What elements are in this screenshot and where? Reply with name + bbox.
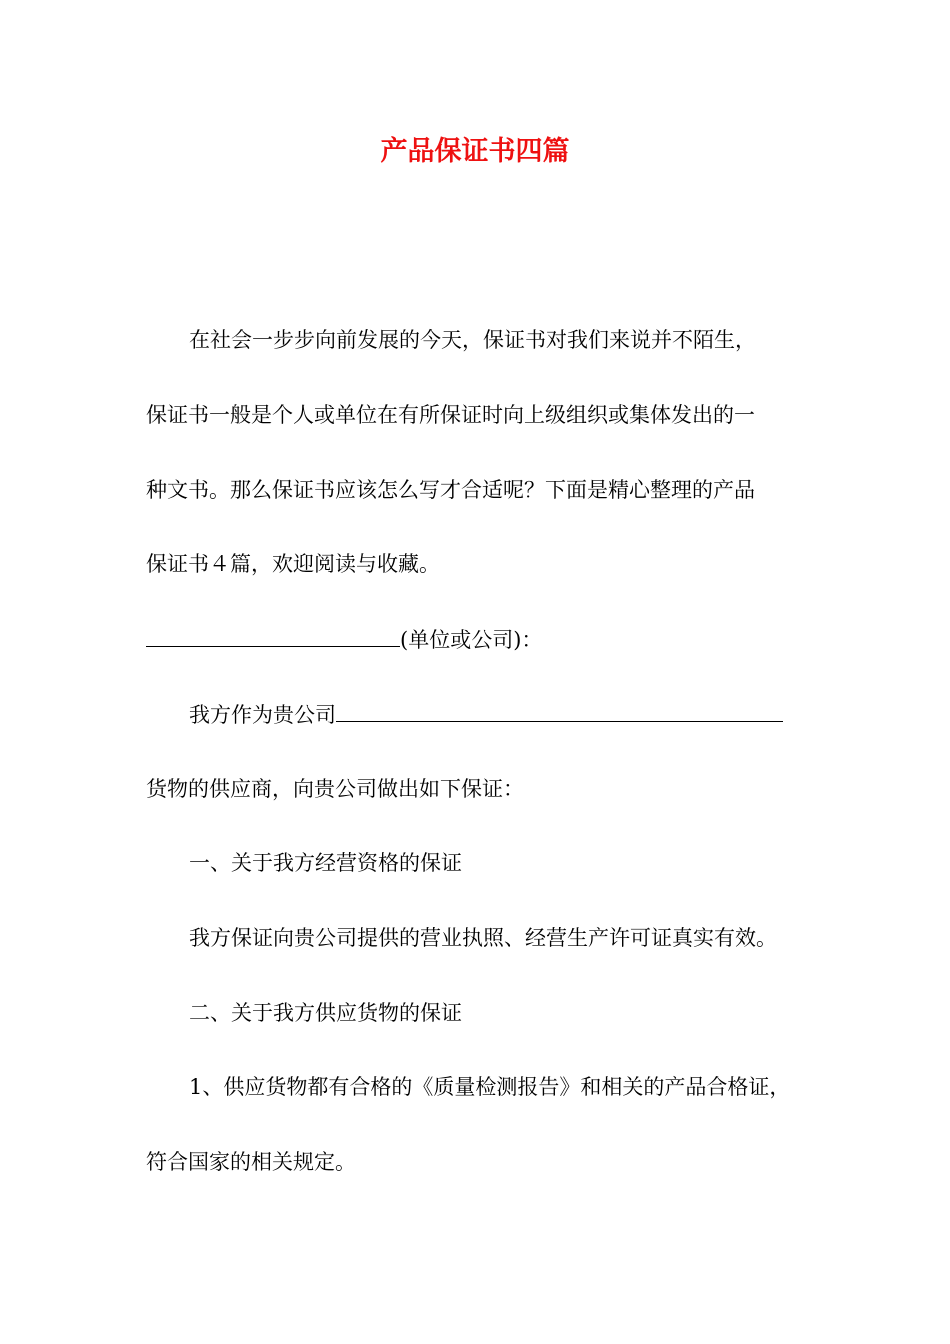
section1-heading: 一、关于我方经营资格的保证 — [189, 851, 462, 875]
intro-line-4: 保证书４篇，欢迎阅读与收藏。 — [146, 552, 440, 576]
section1-text: 我方保证向贵公司提供的营业执照、经营生产许可证真实有效。 — [189, 926, 777, 950]
statement-prefix: 我方作为贵公司 — [189, 703, 336, 727]
addressee-line — [146, 624, 542, 655]
intro-line-1: 在社会一步步向前发展的今天，保证书对我们来说并不陌生， — [189, 328, 756, 352]
addressee-suffix: (单位或公司)： — [400, 628, 543, 652]
addressee-blank — [146, 624, 400, 647]
item1-line-1: 1、供应货物都有合格的《质量检测报告》和相关的产品合格证， — [189, 1075, 791, 1099]
intro-line-3: 种文书。那么保证书应该怎么写才合适呢？下面是精心整理的产品 — [146, 478, 755, 502]
document-title: 产品保证书四篇 — [380, 136, 570, 167]
goods-blank — [336, 699, 783, 722]
statement-line — [189, 699, 783, 730]
intro-line-2: 保证书一般是个人或单位在有所保证时向上级组织或集体发出的一 — [146, 403, 755, 427]
statement-cont: 货物的供应商，向贵公司做出如下保证： — [146, 777, 524, 801]
item1-line-2: 符合国家的相关规定。 — [146, 1150, 356, 1174]
section2-heading: 二、关于我方供应货物的保证 — [189, 1001, 462, 1025]
